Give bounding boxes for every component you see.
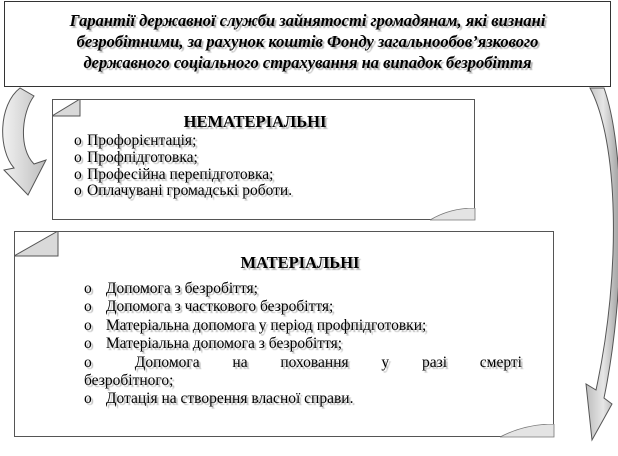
list-item-continuation: безробітного; <box>84 372 174 390</box>
list-item: o Матеріальна допомога у період профпідготовки; <box>84 316 427 334</box>
bullet-icon: o <box>74 182 82 200</box>
right-curved-arrow <box>586 88 618 440</box>
list-item: o Профорієнтація; <box>74 132 197 149</box>
box-fold-corner <box>52 99 82 117</box>
bullet-icon: o <box>84 298 92 316</box>
bullet-icon: o <box>74 132 82 149</box>
header-line: Гарантії державної служби зайнятості громадянам, які визнані <box>69 11 546 30</box>
list-item: o Дотація на створення власної справи. <box>84 390 354 408</box>
bullet-icon: o <box>74 148 82 166</box>
list-item: o Допомога з часткового безробіття; <box>84 298 334 316</box>
bullet-icon: o <box>84 280 92 297</box>
bullet-icon: o <box>84 390 92 408</box>
nonmaterial-title: НЕМАТЕРІАЛЬНІ <box>183 112 327 131</box>
header-box <box>4 1 611 87</box>
bullet-icon: o <box>84 335 92 353</box>
bullet-icon: o <box>74 165 82 183</box>
list-item: o Профпідготовка; <box>74 148 198 166</box>
list-item: o Матеріальна допомога з безробіття; <box>84 335 343 353</box>
list-item: o Допомога з безробіття; <box>84 280 258 297</box>
list-item: o Професійна перепідготовка; <box>74 165 274 183</box>
bullet-icon: o <box>84 316 92 334</box>
left-curved-arrow <box>3 88 46 195</box>
header-line: державного соціального страхування на випадок безробіття <box>83 53 532 72</box>
list-item: o Допомога на поховання у разі смерті <box>84 353 522 371</box>
box-curl-corner <box>430 208 476 221</box>
list-item: o Оплачувані громадські роботи. <box>74 182 293 200</box>
box-fold-corner <box>14 231 60 257</box>
material-title: МАТЕРІАЛЬНІ <box>240 253 360 272</box>
box-curl-corner <box>500 424 555 438</box>
bullet-icon: o <box>84 353 92 371</box>
header-line: безробітними, за рахунок коштів Фонду загальнообов’язкового <box>76 32 539 51</box>
material-list <box>84 280 522 409</box>
nonmaterial-list <box>74 133 292 200</box>
